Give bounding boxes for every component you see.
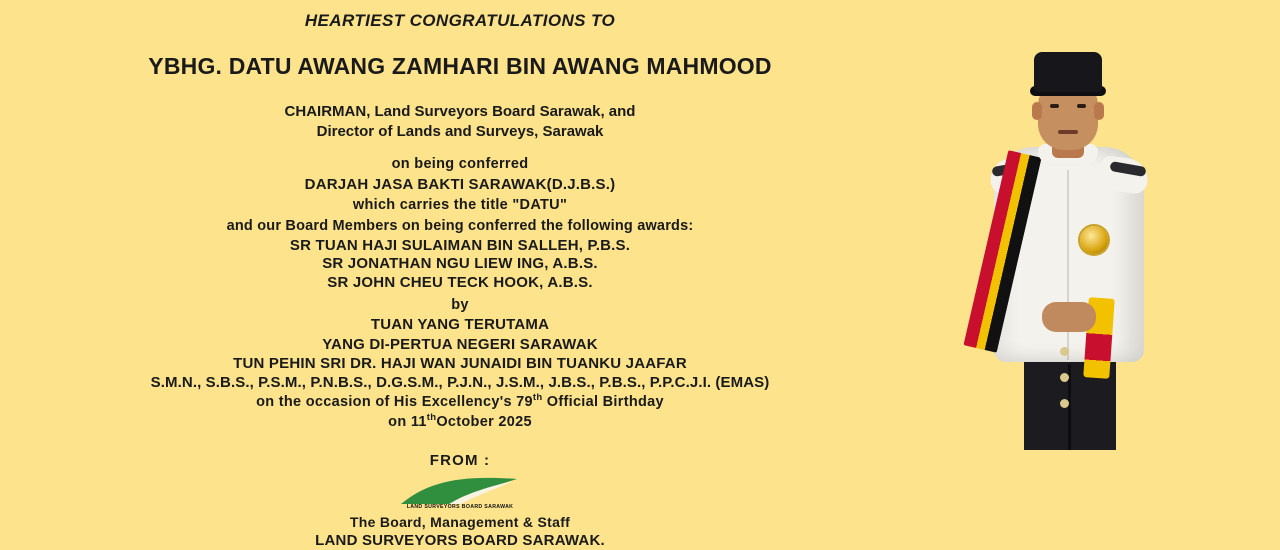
member-line: SR JONATHAN NGU LIEW ING, A.B.S. — [322, 255, 598, 273]
award-name: DARJAH JASA BAKTI SARAWAK(D.J.B.S.) — [304, 176, 616, 194]
sender-organisation: LAND SURVEYORS BOARD SARAWAK. — [315, 531, 605, 549]
portrait-glasses — [1040, 94, 1096, 110]
conferrer-post-nominals: S.M.N., S.B.S., P.S.M., P.N.B.S., D.G.S.M., P.J.N., J.S.M., J.B.S., P.B.S., P.P.C.J.I. (EMAS) — [150, 373, 770, 391]
members-intro: and our Board Members on being conferred the following awards: — [226, 217, 694, 234]
honoree-role — [0, 102, 920, 143]
logo-wrapper — [0, 477, 920, 511]
member-line: SR TUAN HAJI SULAIMAN BIN SALLEH, P.B.S. — [289, 236, 631, 254]
portrait-mouth — [1058, 130, 1078, 134]
occasion-ordinal: th — [532, 392, 543, 404]
logo-caption: LAND SURVEYORS BOARD SARAWAK — [406, 503, 514, 510]
occasion-line — [0, 392, 920, 412]
by-label: by — [451, 296, 469, 313]
date-prefix: on 11 — [388, 413, 427, 430]
honoree-portrait — [968, 0, 1168, 450]
date-ordinal: th — [426, 412, 437, 424]
award-title-line: which carries the title "DATU" — [352, 197, 568, 214]
portrait-eye-right — [1077, 104, 1086, 108]
conferral-block — [0, 154, 920, 432]
conferrer-line-1: TUAN YANG TERUTAMA — [370, 316, 550, 334]
conferral-intro: on being conferred — [391, 155, 529, 172]
portrait-medal — [1080, 226, 1108, 254]
member-line: SR JOHN CHEU TECK HOOK, A.B.S. — [327, 274, 593, 292]
sender-block — [0, 513, 920, 550]
headline: HEARTIEST CONGRATULATIONS TO — [304, 11, 616, 30]
from-label: FROM : — [429, 451, 491, 469]
conferrer-line-3: TUN PEHIN SRI DR. HAJI WAN JUNAIDI BIN TUANKU JAAFAR — [233, 354, 687, 372]
sender-line-1: The Board, Management & Staff — [349, 513, 571, 530]
date-suffix: October 2025 — [436, 413, 532, 430]
land-surveyors-board-sarawak-logo — [395, 477, 525, 511]
occasion-prefix: on the occasion of His Excellency's 79 — [256, 394, 533, 411]
occasion-suffix: Official Birthday — [542, 394, 664, 411]
conferrer-line-2: YANG DI-PERTUA NEGERI SARAWAK — [322, 335, 598, 353]
role-line-1: CHAIRMAN, Land Surveyors Board Sarawak, and — [284, 103, 636, 120]
portrait-hands — [1042, 302, 1096, 332]
honoree-name: YBHG. DATU AWANG ZAMHARI BIN AWANG MAHMOOD — [148, 53, 772, 79]
role-line-2: Director of Lands and Surveys, Sarawak — [316, 123, 604, 141]
date-line — [0, 412, 920, 432]
portrait-eye-left — [1050, 104, 1059, 108]
portrait-trouser-seam — [1068, 364, 1071, 450]
portrait-songkok — [1034, 52, 1102, 92]
